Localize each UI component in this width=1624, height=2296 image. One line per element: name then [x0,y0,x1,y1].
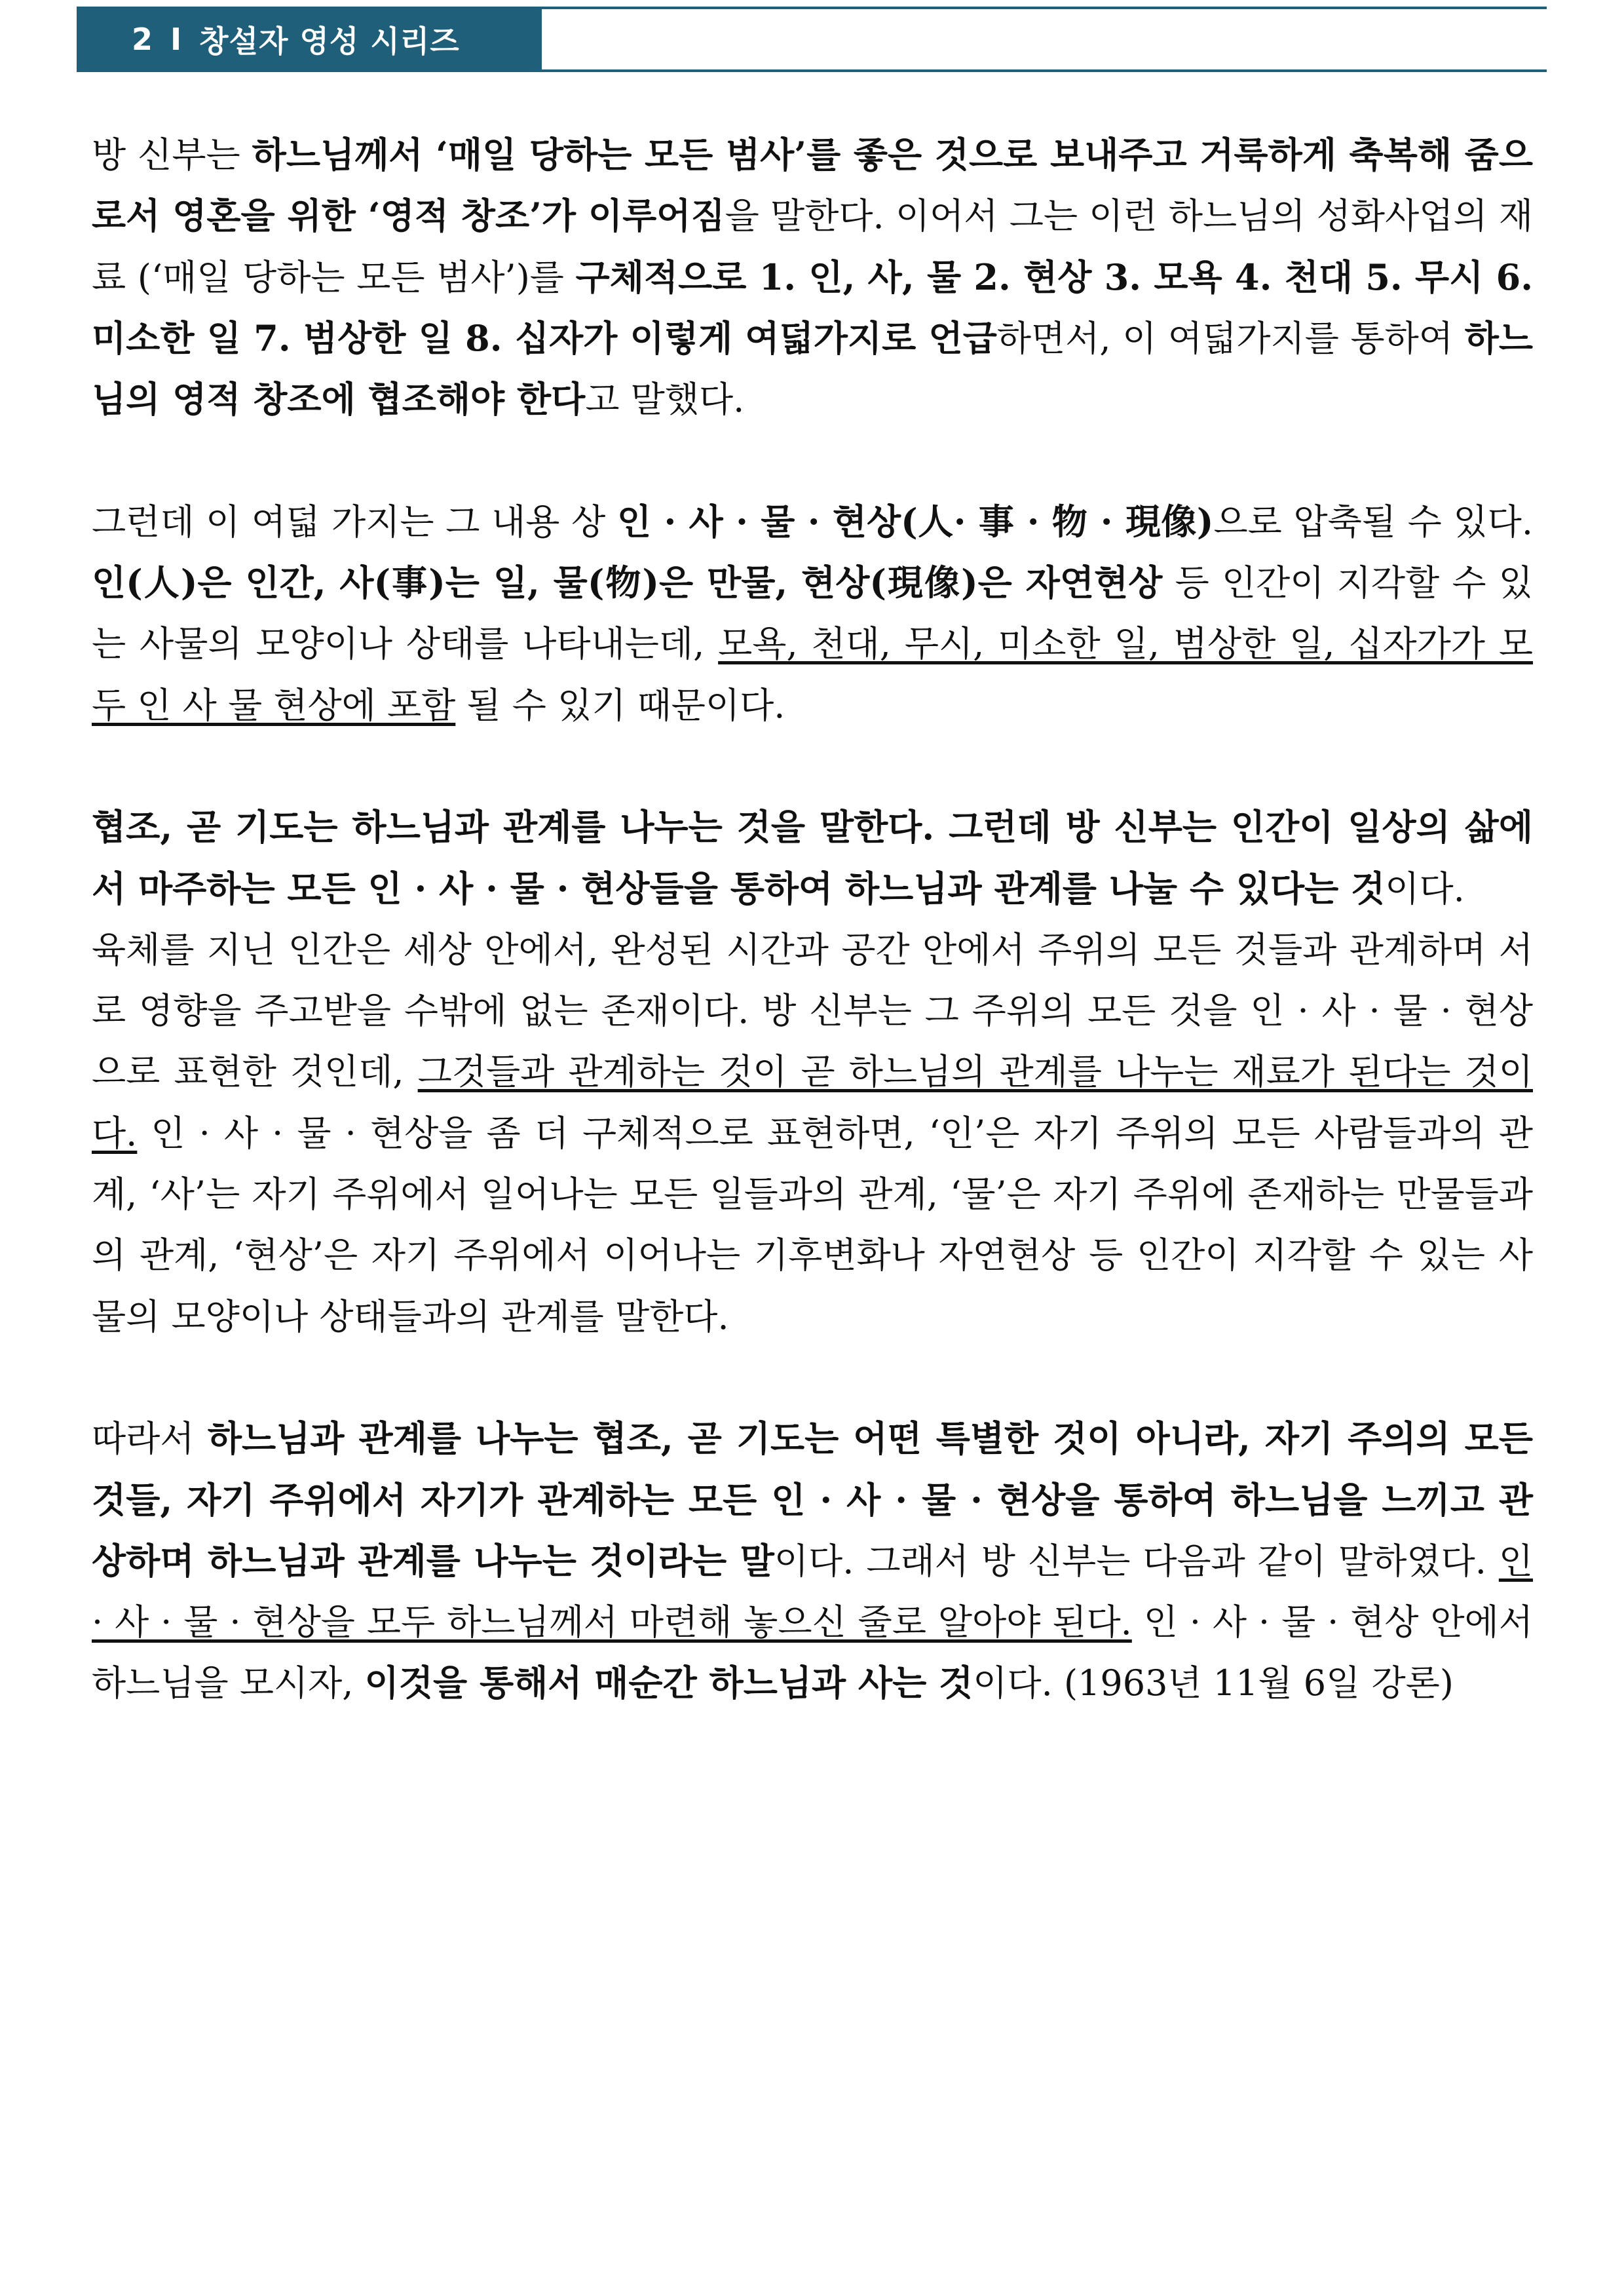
text-run: 하면서, 이 여덟가지를 통하여 [996,317,1465,359]
text-run: 이다. 그래서 방 신부는 다음과 같이 말하였다. [774,1540,1499,1582]
paragraph-2 [92,491,1533,736]
page-number: 2 [132,22,154,57]
text-run: 으로 압축될 수 있다. [1213,501,1533,543]
bold-run: 하느님께서 ‘매일 당하는 모든 범사’를 좋은 것으로 보내주고 거룩하게 축복해 줌으로서 영혼을 위한 ‘영적 창조’가 이루어짐 [92,134,1533,237]
header-tab [77,7,542,72]
text-run: 육체를 지닌 인간은 세상 안에서, 완성된 시간과 공간 안에서 주위의 모든 것들과 관계하며 서로 영향을 주고받을 수밖에 없는 존재이다. 방 신부는 그 주위의 모든 것을 인 · 사 · 물 · 현상으로 표현한 것인데, [92,928,1533,1093]
text-run: 그런데 이 여덟 가지는 그 내용 상 [92,501,617,543]
underlined-run: 모욕, 천대, 무시, 미소한 일, 범상한 일, 십자가가 모두 인 사 물 현상에 포함 [92,623,1533,726]
paragraph-gap [92,736,1533,797]
text-run: 을 말한다. 이어서 그는 이런 하느님의 성화사업의 재료 (‘매일 당하는 모든 범사’)를 [92,195,1533,298]
paragraph-gap [92,430,1533,491]
bold-run: 인 · 사 · 물 · 현상(人· 事 · 物 · 現像) [616,500,1214,543]
bold-run: 이것을 통해서 매순간 하느님과 사는 것 [364,1662,973,1704]
paragraph-gap [92,1347,1533,1408]
text-run: 인 · 사 · 물 · 현상 안에서 하느님을 모시자, [92,1601,1533,1704]
text-run: 등 인간이 지각할 수 있는 사물의 모양이나 상태를 나타내는데, [92,562,1533,665]
text-run: 방 신부는 [92,134,252,176]
underlined-run: 그것들과 관계하는 것이 곧 하느님의 관계를 나누는 재료가 된다는 것이다. [92,1051,1533,1154]
text-run: 따라서 [92,1418,208,1460]
header-rule-bottom [542,69,1547,72]
bold-run: 협조, 곧 기도는 하느님과 관계를 나누는 것을 말한다. 그런데 방 신부는 인간이 일상의 삶에서 마주하는 모든 인 · 사 · 물 · 현상들을 통하여 하느님과 관계를 나눌 수 있다는 것 [92,806,1533,909]
document-body [92,124,1533,1714]
paragraph-5 [92,1408,1533,1713]
bold-run: 하느님과 관계를 나누는 협조, 곧 기도는 어떤 특별한 것이 아니라, 자기 주의의 모든 것들, 자기 주위에서 자기가 관계하는 모든 인 · 사 · 물 · 현상을 통하여 하느님을 느끼고 관상하며 하느님과 관계를 나누는 것이라는 말 [92,1417,1533,1582]
text-run: 될 수 있기 때문이다. [455,684,785,726]
bold-run: 하느님의 영적 창조에 협조해야 한다 [92,316,1534,421]
text-run: 고 말했다. [585,379,745,421]
series-title: 창설자 영성 시리즈 [199,24,460,59]
bold-run: 구체적으로 1. 인, 사, 물 2. 현상 3. 모욕 4. 천대 5. 무시 6. 미소한 일 7. 범상한 일 8. 십자가 이렇게 여덟가지로 언급 [92,256,1534,359]
text-run: 이다. [1385,868,1465,909]
bold-run: 인(人)은 인간, 사(事)는 일, 물(物)은 만물, 현상(現像)은 자연현상 [92,562,1163,604]
underlined-run: 인 · 사 · 물 · 현상을 모두 하느님께서 마련해 놓으신 줄로 알아야 된다. [92,1540,1534,1643]
paragraph-1 [92,124,1533,430]
text-run: 인 · 사 · 물 · 현상을 좀 더 구체적으로 표현하면, ‘인’은 자기 주위의 모든 사람들과의 관계, ‘사’는 자기 주위에서 일어나는 모든 일들과의 관계, ‘물’은 자기 주위에 존재하는 만물들과의 관계, ‘현상’은 자기 주위에서 이어나는 기후변화나 자연현상 등 인간이 지각할 수 있는 사물의 모양이나 상태들과의 관계를 말한다. [92,1112,1533,1337]
page-header [77,7,1547,72]
paragraph-4 [92,919,1533,1347]
text-run: 이다. (1963년 11월 6일 강론) [973,1662,1454,1704]
header-separator: I [170,22,183,57]
paragraph-3 [92,797,1533,919]
header-rule-top [542,7,1547,9]
